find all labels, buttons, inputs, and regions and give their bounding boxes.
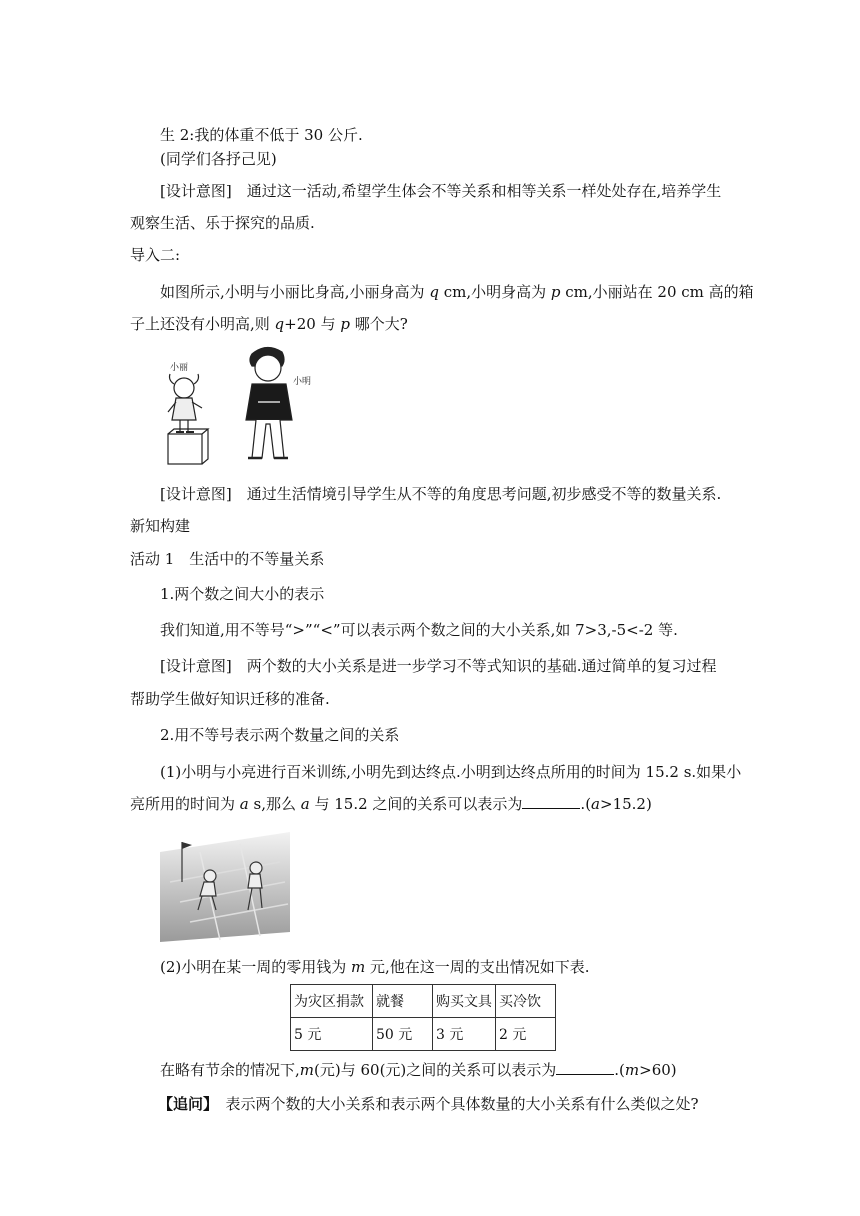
boy-label: 小明: [293, 377, 312, 387]
table-header-cell: 就餐: [373, 985, 433, 1018]
question-text: (2)小明在某一周的零用钱为 m 元,他在这一周的支出情况如下表.: [160, 958, 590, 976]
section-heading: 新知构建: [130, 517, 191, 535]
table-cell: 3 元: [433, 1018, 496, 1051]
text-line: 帮助学生做好知识迁移的准备.: [130, 690, 330, 708]
section-heading: 导入二:: [130, 246, 181, 264]
question-text: (1)小明与小亮进行百米训练,小明先到达终点.小明到达终点所用的时间为 15.2 s.如果小: [160, 763, 742, 781]
question-text: 亮所用的时间为 a s,那么 a 与 15.2 之间的关系可以表示为 .(a>15.2): [130, 795, 652, 813]
text-line: 观察生活、乐于探究的品质.: [130, 214, 315, 232]
table-row: [291, 985, 556, 1018]
table-row: [291, 1018, 556, 1051]
table-header-cell: 买冷饮: [496, 985, 556, 1018]
design-intent-paragraph: [设计意图] 两个数的大小关系是进一步学习不等式知识的基础.通过简单的复习过程: [160, 657, 717, 675]
text-line: 子上还没有小明高,则 q+20 与 p 哪个大?: [130, 315, 408, 333]
design-intent-paragraph: [设计意图] 通过这一活动,希望学生体会不等关系和相等关系一样处处存在,培养学生: [160, 182, 722, 200]
table-header-cell: 为灾区捐款: [291, 985, 373, 1018]
running-track-figure: [160, 822, 290, 942]
girl-label: 小丽: [170, 363, 189, 373]
answer-blank: [556, 1060, 614, 1075]
text-line: 我们知道,用不等号“>”“<”可以表示两个数之间的大小关系,如 7>3,-5<-2 等.: [160, 621, 678, 639]
text-line: (同学们各抒己见): [160, 150, 277, 168]
follow-up-question: 【追问】 表示两个数的大小关系和表示两个具体数量的大小关系有什么类似之处?: [158, 1095, 699, 1113]
follow-up-tag: 【追问】: [158, 1095, 211, 1113]
answer-blank: [522, 794, 580, 809]
question-text: 在略有节余的情况下,m(元)与 60(元)之间的关系可以表示为 .(m>60): [160, 1061, 677, 1079]
subheading: 1.两个数之间大小的表示: [160, 585, 325, 603]
boy-illustration: [246, 347, 292, 458]
design-intent-paragraph: [设计意图] 通过生活情境引导学生从不等的角度思考问题,初步感受不等的数量关系.: [160, 485, 722, 503]
table-cell: 2 元: [496, 1018, 556, 1051]
text-line: 如图所示,小明与小丽比身高,小丽身高为 q cm,小明身高为 p cm,小丽站在 20 cm 高的箱: [160, 283, 754, 301]
subheading: 2.用不等号表示两个数量之间的关系: [160, 726, 400, 744]
girl-illustration: [168, 374, 202, 432]
table-cell: 50 元: [373, 1018, 433, 1051]
table-cell: 5 元: [291, 1018, 373, 1051]
text-line: 生 2:我的体重不低于 30 公斤.: [160, 126, 363, 144]
box-illustration: [168, 434, 202, 464]
table-header-cell: 购买文具: [433, 985, 496, 1018]
activity-heading: 活动 1 生活中的不等量关系: [130, 550, 325, 568]
height-comparison-figure: [160, 340, 330, 470]
expense-table: [290, 984, 556, 1051]
